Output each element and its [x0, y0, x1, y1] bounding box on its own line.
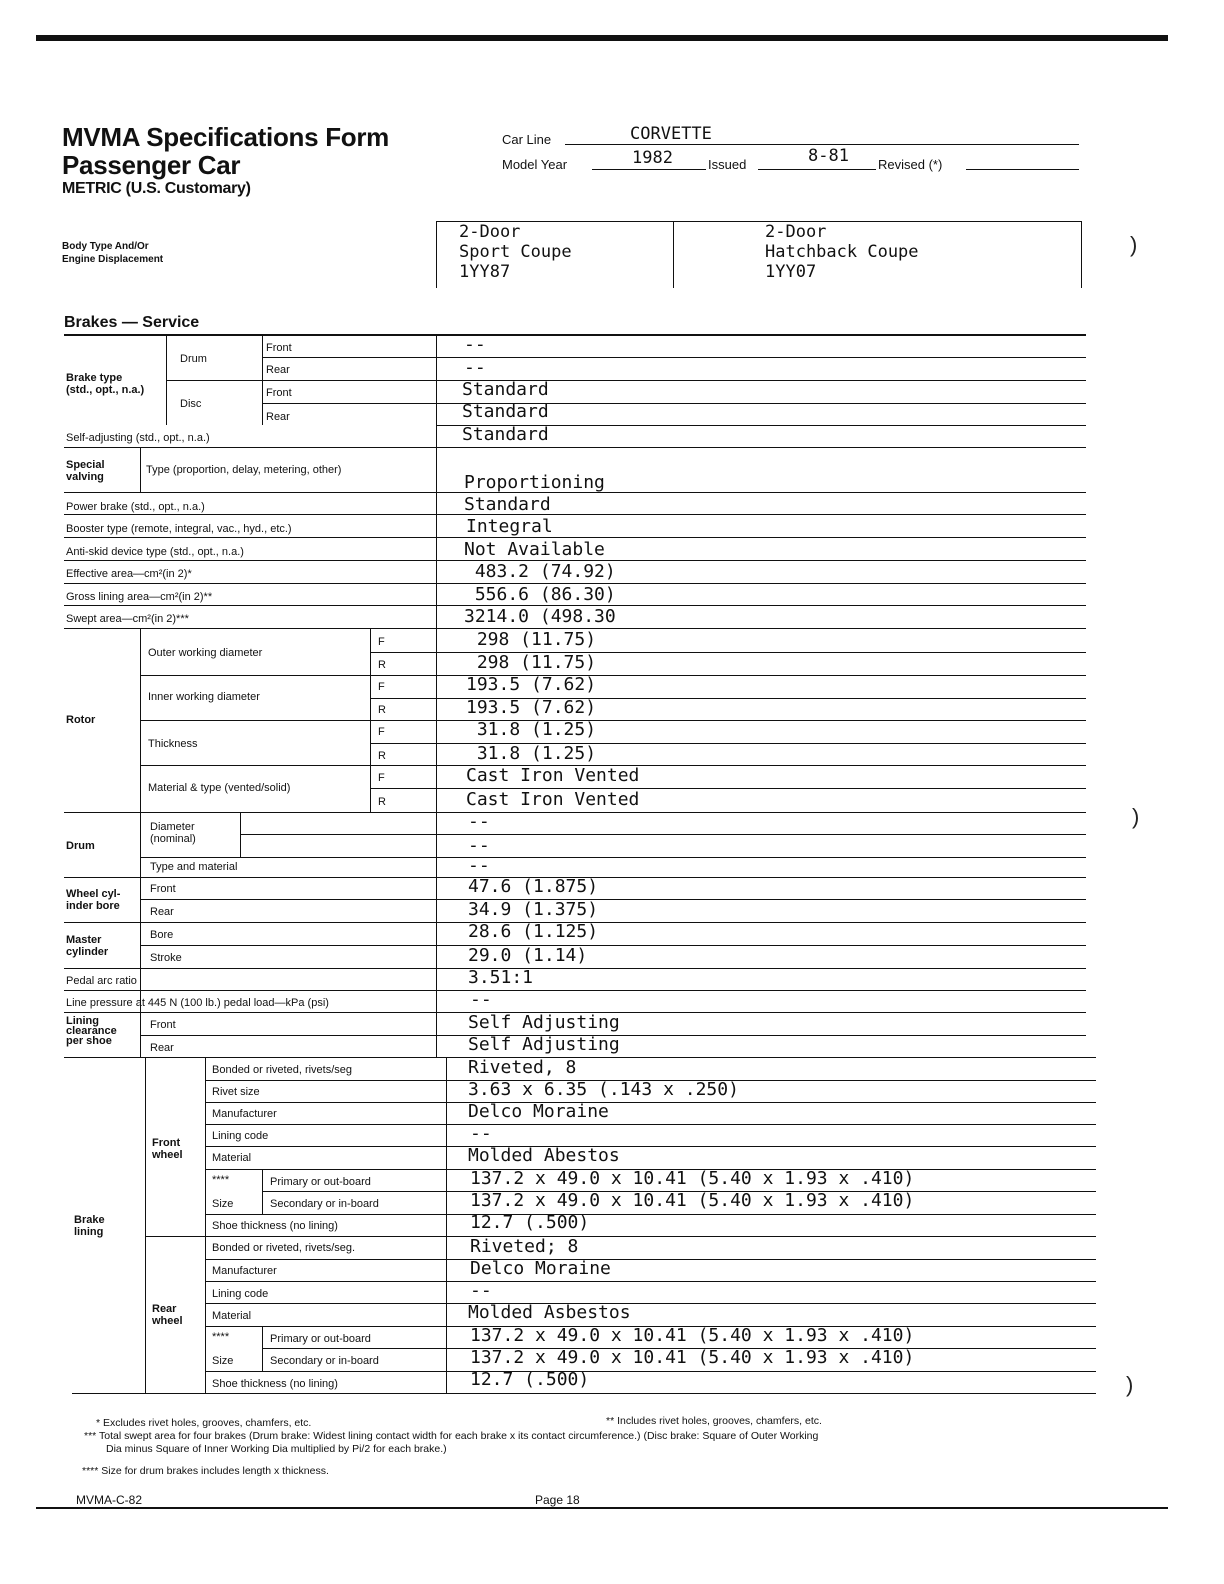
drum-rear-value: -- — [464, 357, 486, 378]
car-line-value: CORVETTE — [630, 124, 712, 144]
footnote-3b: Dia minus Square of Inner Working Dia multiplied by Pi/2 for each brake.) — [106, 1443, 447, 1455]
model-year-label: Model Year — [502, 157, 568, 172]
drum-section-label: Drum — [66, 840, 95, 852]
mat-r-label: R — [378, 796, 386, 808]
disc-front-label: Front — [266, 387, 292, 399]
outer-r-value: 298 (11.75) — [466, 652, 597, 673]
gross-lining-value: 556.6 (86.30) — [464, 584, 616, 605]
mc-bore-label: Bore — [150, 929, 174, 941]
outer-r-label: R — [378, 659, 386, 671]
fw-primary-label: Primary or out-board — [270, 1176, 371, 1188]
thick-f-label: F — [378, 726, 385, 738]
drum-front-label: Front — [266, 342, 292, 354]
special-valving-value: Proportioning — [464, 472, 605, 493]
body-type-col-2: 2-Door Hatchback Coupe 1YY07 — [765, 222, 919, 282]
wc-front-value: 47.6 (1.875) — [468, 876, 599, 897]
pedal-arc-value: 3.51:1 — [468, 967, 534, 988]
drum-dia-2-value: -- — [468, 835, 490, 856]
footnote-3a: *** Total swept area for four brakes (Drum brake: Widest lining contact width for each brake x its contact circumference.) (Disc brake: Square of Outer Working — [84, 1430, 819, 1442]
issued-label: Issued — [708, 157, 747, 172]
inner-r-label: R — [378, 704, 386, 716]
fw-primary-value: 137.2 x 49.0 x 10.41 (5.40 x 1.93 x .410) — [470, 1168, 915, 1189]
self-adjusting-label: Self-adjusting (std., opt., n.a.) — [66, 432, 210, 444]
thickness-label: Thickness — [148, 738, 198, 750]
power-brake-value: Standard — [464, 494, 551, 515]
body-type-label: Body Type And/Or Engine Displacement — [62, 241, 164, 265]
rw-shoe-label: Shoe thickness (no lining) — [212, 1378, 338, 1390]
rear-wheel-label: Rear wheel — [152, 1303, 183, 1327]
rw-secondary-label: Secondary or in-board — [270, 1355, 379, 1367]
inner-f-value: 193.5 (7.62) — [466, 674, 597, 695]
material-type-label: Material & type (vented/solid) — [148, 782, 291, 794]
mc-stroke-value: 29.0 (1.14) — [468, 945, 588, 966]
swept-area-value: 3214.0 (498.30 — [464, 606, 616, 627]
drum-diameter-label: Diameter (nominal) — [150, 821, 196, 845]
rotor-label: Rotor — [66, 714, 96, 726]
body-type-box — [436, 221, 1082, 288]
fw-material-label: Material — [212, 1152, 252, 1164]
brake-lining-label: Brake lining — [74, 1214, 105, 1238]
page-number: Page 18 — [535, 1493, 580, 1507]
disc-label: Disc — [180, 398, 202, 410]
special-valving-label: Special valving — [66, 459, 105, 483]
brake-type-label: Brake type (std., opt., n.a.) — [66, 372, 145, 396]
lc-rear-value: Self Adjusting — [468, 1034, 620, 1055]
anti-skid-label: Anti-skid device type (std., opt., n.a.) — [66, 546, 244, 558]
wc-rear-label: Rear — [150, 906, 174, 918]
mat-r-value: Cast Iron Vented — [466, 789, 640, 810]
lc-rear-label: Rear — [150, 1042, 174, 1054]
rw-primary-label: Primary or out-board — [270, 1333, 371, 1345]
line-pressure-label: Line pressure at 445 N (100 lb.) pedal load—kPa (psi) — [66, 997, 329, 1009]
thick-r-value: 31.8 (1.25) — [466, 743, 597, 764]
rw-code-label: Lining code — [212, 1288, 269, 1300]
fw-secondary-value: 137.2 x 49.0 x 10.41 (5.40 x 1.93 x .410) — [470, 1190, 915, 1211]
master-cylinder-label: Master cylinder — [66, 934, 109, 958]
anti-skid-value: Not Available — [464, 539, 605, 560]
inner-f-label: F — [378, 681, 385, 693]
drum-type-value: -- — [468, 855, 490, 876]
outer-f-label: F — [378, 636, 385, 648]
rw-code-value: -- — [470, 1280, 492, 1301]
rw-primary-value: 137.2 x 49.0 x 10.41 (5.40 x 1.93 x .410) — [470, 1325, 915, 1346]
rw-size-label: Size — [212, 1355, 234, 1367]
wc-front-label: Front — [150, 883, 176, 895]
outer-diameter-label: Outer working diameter — [148, 647, 263, 659]
issued-value: 8-81 — [808, 146, 849, 166]
fw-size-label: Size — [212, 1198, 234, 1210]
rw-mfr-label: Manufacturer — [212, 1265, 277, 1277]
rw-bonded-value: Riveted; 8 — [470, 1236, 579, 1257]
footnote-2: ** Includes rivet holes, grooves, chamfers, etc. — [606, 1415, 822, 1427]
self-adjusting-value: Standard — [462, 424, 549, 445]
form-subtitle: METRIC (U.S. Customary) — [62, 180, 251, 197]
fw-bonded-label: Bonded or riveted, rivets/seg — [212, 1064, 353, 1076]
top-rule — [36, 35, 1168, 41]
gross-lining-label: Gross lining area—cm²(in 2)** — [66, 591, 213, 603]
fw-secondary-label: Secondary or in-board — [270, 1198, 379, 1210]
lc-front-value: Self Adjusting — [468, 1012, 620, 1033]
booster-type-value: Integral — [466, 516, 553, 537]
drum-dia-1-value: -- — [468, 811, 490, 832]
disc-front-value: Standard — [462, 379, 549, 400]
rw-mfr-value: Delco Moraine — [470, 1258, 611, 1279]
fw-shoe-value: 12.7 (.500) — [470, 1212, 590, 1233]
swept-area-label: Swept area—cm²(in 2)*** — [66, 613, 189, 625]
form-title: MVMA Specifications Form Passenger Car METRIC (U.S. Customary) — [62, 122, 389, 197]
model-year-value: 1982 — [632, 148, 673, 168]
mc-bore-value: 28.6 (1.125) — [468, 921, 599, 942]
fw-mfr-value: Delco Moraine — [468, 1101, 609, 1122]
rw-shoe-value: 12.7 (.500) — [470, 1369, 590, 1390]
wheel-cylinder-label: Wheel cyl- inder bore — [66, 888, 121, 912]
line-pressure-value: -- — [470, 989, 492, 1010]
thick-r-label: R — [378, 750, 386, 762]
booster-type-label: Booster type (remote, integral, vac., hyd., etc.) — [66, 523, 292, 535]
body-type-col-1: 2-Door Sport Coupe 1YY87 — [459, 222, 572, 282]
drum-front-value: -- — [464, 334, 486, 355]
rw-material-value: Molded Asbestos — [468, 1302, 631, 1323]
disc-rear-label: Rear — [266, 411, 290, 423]
wc-rear-value: 34.9 (1.375) — [468, 899, 599, 920]
lining-clearance-label: Lining clearance per shoe — [66, 1015, 117, 1047]
inner-diameter-label: Inner working diameter — [148, 691, 260, 703]
footnote-4: **** Size for drum brakes includes length x thickness. — [82, 1465, 329, 1477]
fw-rivet-value: 3.63 x 6.35 (.143 x .250) — [468, 1079, 739, 1100]
revised-label: Revised (*) — [878, 157, 943, 172]
mat-f-value: Cast Iron Vented — [466, 765, 640, 786]
type-material-label: Type and material — [150, 861, 238, 873]
rw-material-label: Material — [212, 1310, 252, 1322]
footnote-1: * Excludes rivet holes, grooves, chamfers, etc. — [96, 1417, 312, 1429]
disc-rear-value: Standard — [462, 401, 549, 422]
fw-material-value: Molded Abestos — [468, 1145, 620, 1166]
fw-rivet-label: Rivet size — [212, 1086, 260, 1098]
car-line-label: Car Line — [502, 132, 552, 147]
drum-rear-label: Rear — [266, 364, 290, 376]
fw-shoe-label: Shoe thickness (no lining) — [212, 1220, 338, 1232]
form-code: MVMA-C-82 — [76, 1493, 143, 1507]
section-title: Brakes — Service — [64, 314, 200, 331]
fw-code-label: Lining code — [212, 1130, 269, 1142]
fw-bonded-value: Riveted, 8 — [468, 1057, 577, 1078]
mat-f-label: F — [378, 772, 385, 784]
inner-r-value: 193.5 (7.62) — [466, 697, 597, 718]
rw-secondary-value: 137.2 x 49.0 x 10.41 (5.40 x 1.93 x .410) — [470, 1347, 915, 1368]
lc-front-label: Front — [150, 1019, 176, 1031]
fw-stars-label: **** — [212, 1174, 230, 1186]
effective-area-label: Effective area—cm²(in 2)* — [66, 568, 192, 580]
rw-bonded-label: Bonded or riveted, rivets/seg. — [212, 1242, 356, 1254]
front-wheel-label: Front wheel — [152, 1137, 183, 1161]
effective-area-value: 483.2 (74.92) — [464, 561, 616, 582]
pedal-arc-label: Pedal arc ratio — [66, 975, 137, 987]
fw-mfr-label: Manufacturer — [212, 1108, 277, 1120]
mc-stroke-label: Stroke — [150, 952, 182, 964]
fw-code-value: -- — [470, 1123, 492, 1144]
thick-f-value: 31.8 (1.25) — [466, 719, 597, 740]
outer-f-value: 298 (11.75) — [466, 629, 597, 650]
special-type-label: Type (proportion, delay, metering, other) — [146, 464, 342, 476]
bottom-rule — [36, 1507, 1168, 1509]
rw-stars-label: **** — [212, 1331, 230, 1343]
drum-label: Drum — [180, 353, 207, 365]
power-brake-label: Power brake (std., opt., n.a.) — [66, 501, 205, 513]
